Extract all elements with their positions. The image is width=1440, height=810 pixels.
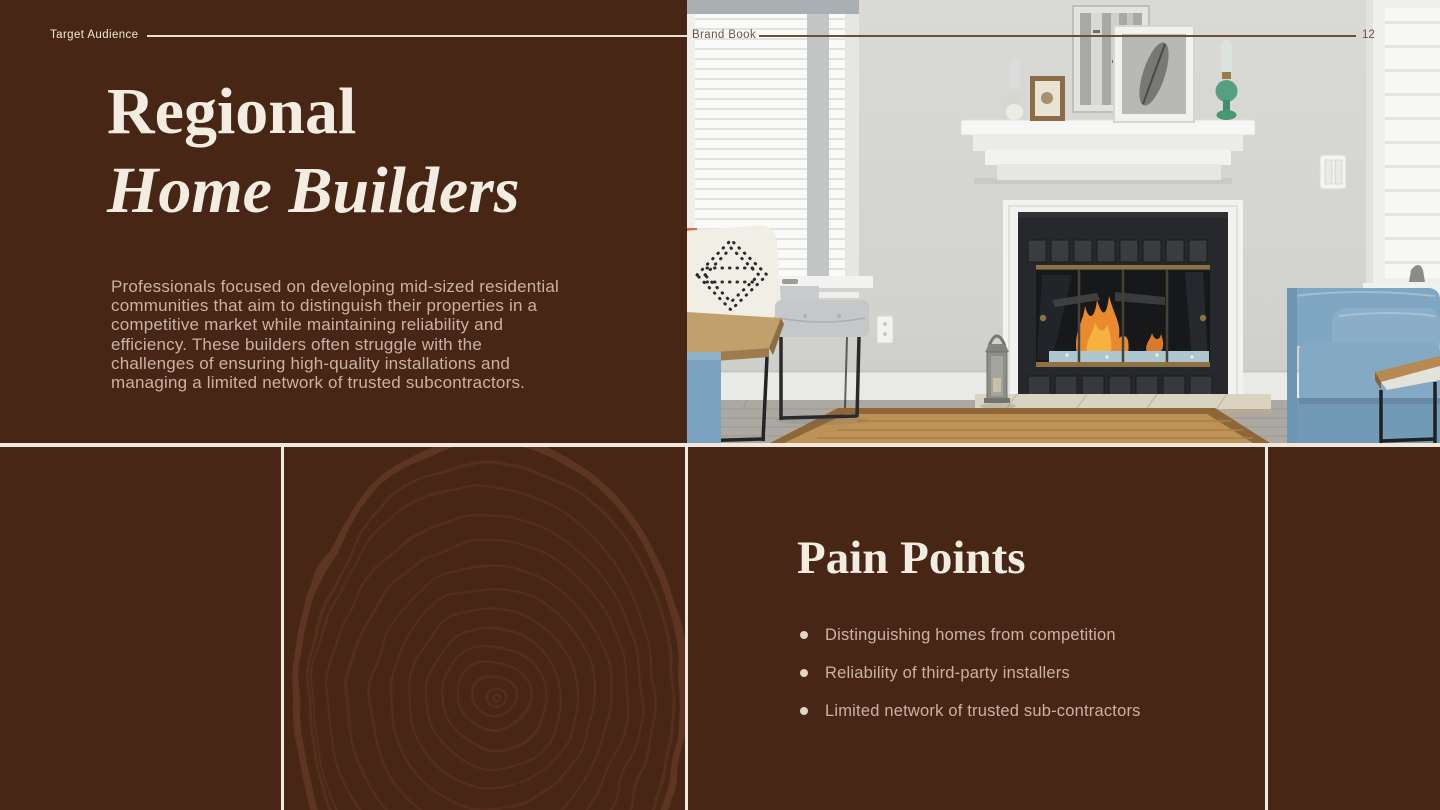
- pain-point-text: Distinguishing homes from competition: [825, 625, 1116, 644]
- slide-title-line1: Regional: [107, 75, 357, 148]
- tree-rings-illustration: [284, 447, 685, 810]
- pain-points-list: [800, 616, 1141, 730]
- header-rule-right: [759, 35, 1356, 37]
- living-room-photo: [687, 0, 1440, 443]
- grid-line-vertical-middle: [685, 447, 688, 810]
- throw-pillow: [687, 224, 782, 325]
- window-latch: [782, 279, 798, 284]
- window-right: [1363, 0, 1440, 305]
- pain-point-text: Limited network of trusted sub-contractors: [825, 701, 1141, 720]
- audience-description: Professionals focused on developing mid-sized residential communities that aim to distinguish their properties in a competitive market while maintaining reliability and efficiency. These builders often struggle with the challenges of ensuring high-quality installations and managing a limited network of trusted subcontractors.: [111, 277, 559, 393]
- header-rule-left: [147, 35, 687, 37]
- wall-outlet: [877, 316, 893, 343]
- fire-glass-crystals: [1049, 351, 1209, 362]
- pain-point-item: [800, 654, 1141, 692]
- bullet-dot-icon: [800, 631, 808, 639]
- living-room-photo-illustration: [687, 0, 1440, 443]
- framed-art-feather: [1114, 26, 1194, 122]
- grid-line-horizontal: [0, 443, 1440, 447]
- slide-title: [107, 72, 520, 230]
- picture-frame-small: [1030, 76, 1065, 121]
- blue-ottoman: [687, 352, 721, 443]
- pain-point-item: [800, 616, 1141, 654]
- header-left-label: Target Audience: [50, 29, 139, 41]
- page-number: 12: [1362, 29, 1375, 41]
- pain-point-text: Reliability of third-party installers: [825, 663, 1070, 682]
- header-center-label: Brand Book: [692, 29, 757, 41]
- fireplace: [1003, 200, 1243, 408]
- grid-line-vertical-right: [1265, 447, 1268, 810]
- pain-points-title: Pain Points: [797, 532, 1026, 584]
- mantel-shelf: [961, 120, 1255, 184]
- pain-point-item: [800, 692, 1141, 730]
- light-switch: [1320, 155, 1346, 189]
- bullet-dot-icon: [800, 707, 808, 715]
- slide-title-line2: Home Builders: [107, 154, 520, 227]
- grid-line-vertical-left: [281, 447, 284, 810]
- bullet-dot-icon: [800, 669, 808, 677]
- fireplace-bottom-vents: [1028, 376, 1212, 396]
- wood-inlay: [770, 408, 1270, 443]
